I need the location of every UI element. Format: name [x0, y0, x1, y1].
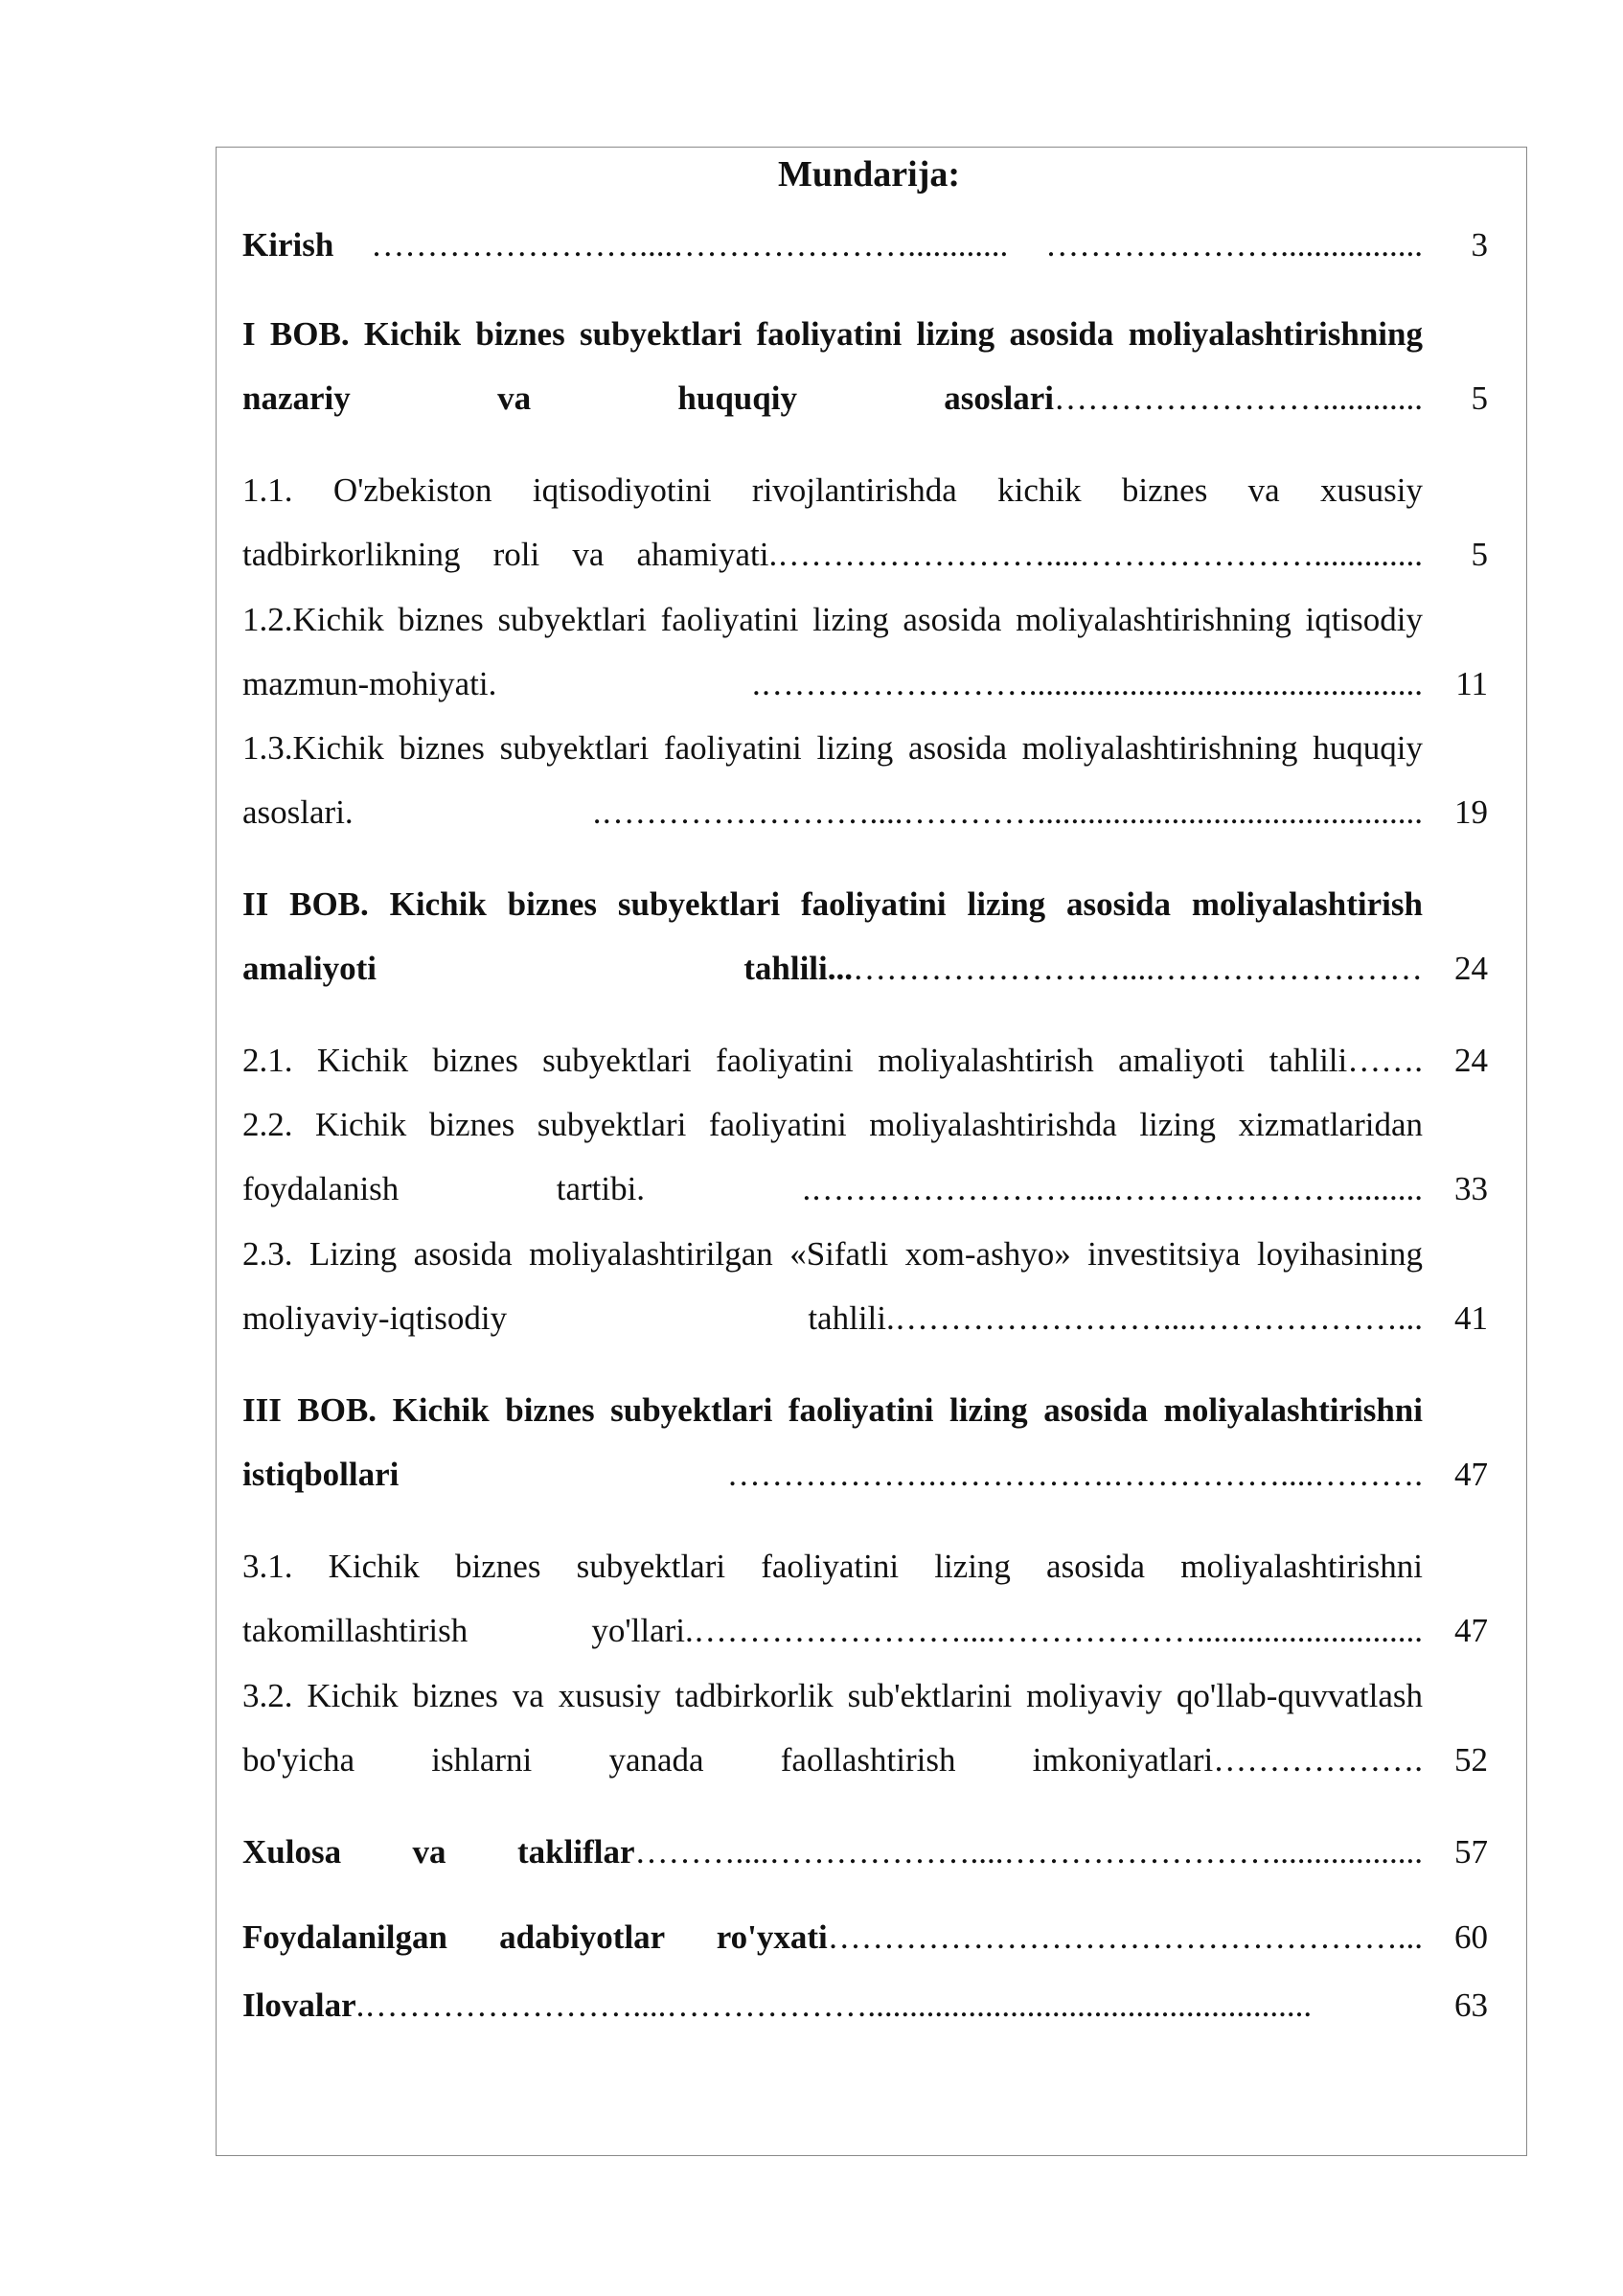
toc-entry-label: III BOB. Kichik biznes subyektlari faoliyatini lizing asosida moliyalashtirishni istiqbollari	[242, 1391, 1423, 1493]
toc-entry-label: 2.3. Lizing asosida moliyalashtirilgan «Sifatli xom-ashyo» investitsiya loyihasining moliyaviy-iqtisodiy tahlili.	[242, 1235, 1423, 1337]
toc-entry-label: Xulosa va takliflar	[242, 1833, 635, 1871]
toc-page-number: 5	[1471, 379, 1488, 417]
toc-entry-label: Kirish	[242, 226, 334, 264]
toc-leader-dots: ……………………............	[1054, 379, 1423, 417]
toc-leader-dots: ……………….	[1213, 1741, 1423, 1779]
toc-leader-dots: ……………………………………………...	[827, 1918, 1423, 1956]
toc-page-number: 41	[1454, 1299, 1488, 1337]
toc-entry-1-1[interactable]	[242, 458, 1488, 586]
toc-page-number: 63	[1454, 1986, 1488, 2024]
toc-entry-label: 3.2. Kichik biznes va xususiy tadbirkorlik sub'ektlarini moliyaviy qo'llab-quvvatlash bo'yicha ishlarni yanada faollashtirish imkoniyatlari	[242, 1677, 1423, 1779]
toc-page-number: 52	[1454, 1741, 1488, 1779]
toc-leader-dots: ……………………....…………………............ ………………….................	[333, 226, 1423, 264]
toc-entry-label: 1.3.Kichik biznes subyektlari faoliyatini lizing asosida moliyalashtirishning huquqiy asoslari. .	[242, 729, 1423, 831]
toc-entry-references[interactable]	[242, 1905, 1488, 1969]
toc-page-number: 24	[1454, 1042, 1488, 1079]
toc-entry-3-2[interactable]	[242, 1664, 1488, 1792]
toc-entry-chapter-2[interactable]	[242, 872, 1488, 1000]
toc-entry-conclusion[interactable]	[242, 1820, 1488, 1884]
toc-entry-label: I BOB. Kichik biznes subyektlari faoliyatini lizing asosida moliyalashtirishning nazariy va huquqiy asoslari	[242, 315, 1423, 417]
toc-entry-chapter-3[interactable]	[242, 1378, 1488, 1506]
toc-leader-dots: ……………….…………….……………....……….	[399, 1456, 1423, 1493]
toc-page-number: 57	[1454, 1833, 1488, 1871]
toc-leader-dots: ……………………....………………….............	[777, 536, 1423, 573]
toc-entry-label: II BOB. Kichik biznes subyektlari faoliyatini lizing asosida moliyalashtirish amaliyoti tahlili...	[242, 885, 1423, 987]
toc-entry-3-1[interactable]	[242, 1534, 1488, 1663]
toc-leader-dots: ……………………....………………….........	[811, 1170, 1423, 1207]
toc-page-number: 19	[1454, 793, 1488, 831]
toc-leader-dots: ……………………....………………...	[894, 1299, 1423, 1337]
toc-leader-dots: ………....………………....……………………..................	[634, 1833, 1423, 1871]
toc-entry-label: 1.1. O'zbekiston iqtisodiyotini rivojlantirishda kichik biznes va xususiy tadbirkorlikning roli va ahamiyati.	[242, 471, 1423, 573]
toc-page-number: 47	[1454, 1456, 1488, 1493]
toc-leader-dots: ……………………....……………………	[853, 950, 1423, 987]
toc-page-number: 24	[1454, 950, 1488, 987]
toc-page-number: 3	[1471, 226, 1488, 264]
toc-entry-2-2[interactable]	[242, 1092, 1488, 1221]
toc-leader-dots: ……………………....………………...........................	[693, 1612, 1423, 1649]
toc-page-number: 47	[1454, 1612, 1488, 1649]
toc-entry-1-2[interactable]	[242, 587, 1488, 716]
toc-entry-label: 1.2.Kichik biznes subyektlari faoliyatini lizing asosida moliyalashtirishning iqtisodiy mazmun-mohiyati. .	[242, 601, 1423, 702]
toc-page-number: 11	[1455, 665, 1488, 702]
toc-entry-1-3[interactable]	[242, 716, 1488, 844]
toc-page-number: 5	[1471, 536, 1488, 573]
toc-entry-2-3[interactable]	[242, 1222, 1488, 1350]
toc-entry-label: 3.1. Kichik biznes subyektlari faoliyatini lizing asosida moliyalashtirishni takomillashtirish yo'llari.	[242, 1548, 1423, 1649]
toc-page-number: 33	[1454, 1170, 1488, 1207]
toc-leader-dots: ……………………...............................................	[760, 665, 1423, 702]
toc-entry-appendices[interactable]	[242, 1973, 1488, 2037]
toc-leader-dots: ……………………....…………..............................................	[601, 793, 1423, 831]
toc-entry-2-1[interactable]	[242, 1028, 1488, 1092]
toc-entry-kirish[interactable]	[242, 213, 1488, 277]
page-title: Mundarija:	[778, 154, 960, 195]
toc-page-number: 60	[1454, 1918, 1488, 1956]
toc-entry-label: Foydalanilgan adabiyotlar ro'yxati	[242, 1918, 828, 1956]
toc-entry-label: 2.1. Kichik biznes subyektlari faoliyatini moliyalashtirish amaliyoti tahlili	[242, 1042, 1348, 1079]
toc-entry-chapter-1[interactable]	[242, 302, 1488, 430]
toc-leader-dots: .……………………....……………….....................................................	[355, 1986, 1313, 2024]
toc-leader-dots: …….	[1347, 1042, 1423, 1079]
toc-entry-label: 2.2. Kichik biznes subyektlari faoliyatini moliyalashtirishda lizing xizmatlaridan foydalanish tartibi. .	[242, 1106, 1423, 1207]
toc-entry-label: Ilovalar	[242, 1986, 356, 2024]
